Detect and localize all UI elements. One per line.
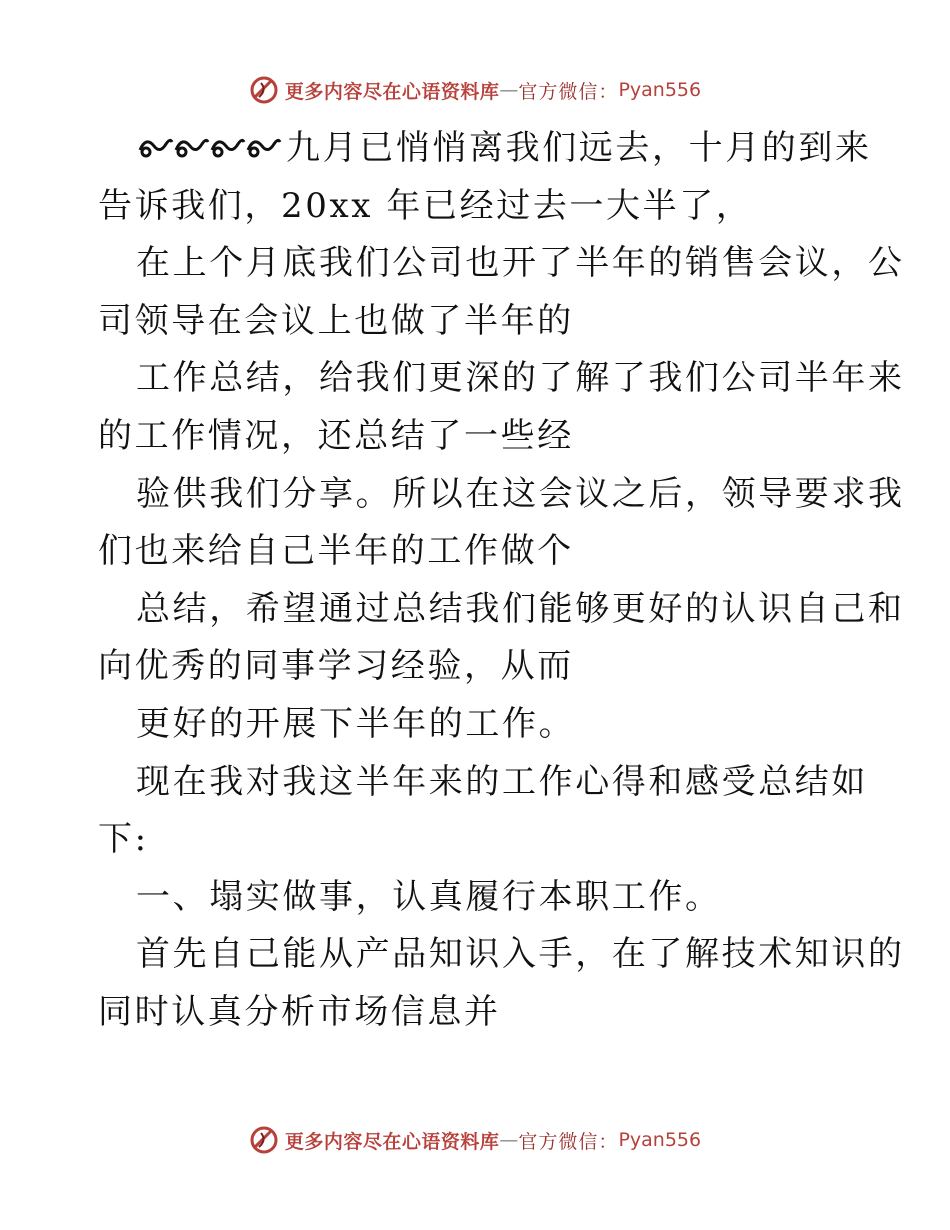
paragraph-line: 们也来给自己半年的工作做个 [98,531,574,572]
footer-wechat-label: 官方微信： [518,1130,619,1153]
footer-wechat-id: Pyan556 [618,1129,702,1151]
header-wechat-label: 官方微信： [518,80,619,103]
line-text: 九月已悄悄离我们远去，十月的到来 [286,128,872,168]
paragraph-line: 更好的开展下半年的工作。 [136,703,576,744]
header-banner [0,70,950,110]
paragraph-line: 的工作情况，还总结了一些经 [98,415,574,456]
paragraph-line: 告诉我们，20xx 年已经过去一大半了， [98,185,753,226]
footer-separator: — [499,1129,519,1151]
header-brand-text: 更多内容尽在心语资料库 [284,80,500,103]
ornament-icon [136,132,286,162]
paragraph-line: 下: [98,819,149,860]
paragraph-line: 首先自己能从产品知识入手，在了解技术知识的 [136,934,905,975]
paragraph-line: 工作总结，给我们更深的了解了我们公司半年来 [136,358,905,399]
paragraph-line: 验供我们分享。所以在这会议之后，领导要求我 [136,473,905,514]
brand-logo-icon [249,75,279,105]
paragraph-line: 向优秀的同事学习经验，从而 [98,646,574,687]
paragraph-line [98,120,872,178]
footer-banner [0,1120,950,1160]
brand-logo-icon [249,1125,279,1155]
paragraph-line: 在上个月底我们公司也开了半年的销售会议，公 [136,243,905,284]
footer-brand-text: 更多内容尽在心语资料库 [284,1130,500,1153]
paragraph-line: 司领导在会议上也做了半年的 [98,300,574,341]
document-body [98,120,905,1042]
paragraph-line: 总结，希望通过总结我们能够更好的认识自己和 [136,588,905,629]
header-separator: — [499,79,519,101]
paragraph-line: 现在我对我这半年来的工作心得和感受总结如 [136,761,868,802]
paragraph-line: 同时认真分析市场信息并 [98,991,501,1032]
section-heading: 一、塌实做事，认真履行本职工作。 [136,876,722,917]
header-wechat-id: Pyan556 [618,79,702,101]
